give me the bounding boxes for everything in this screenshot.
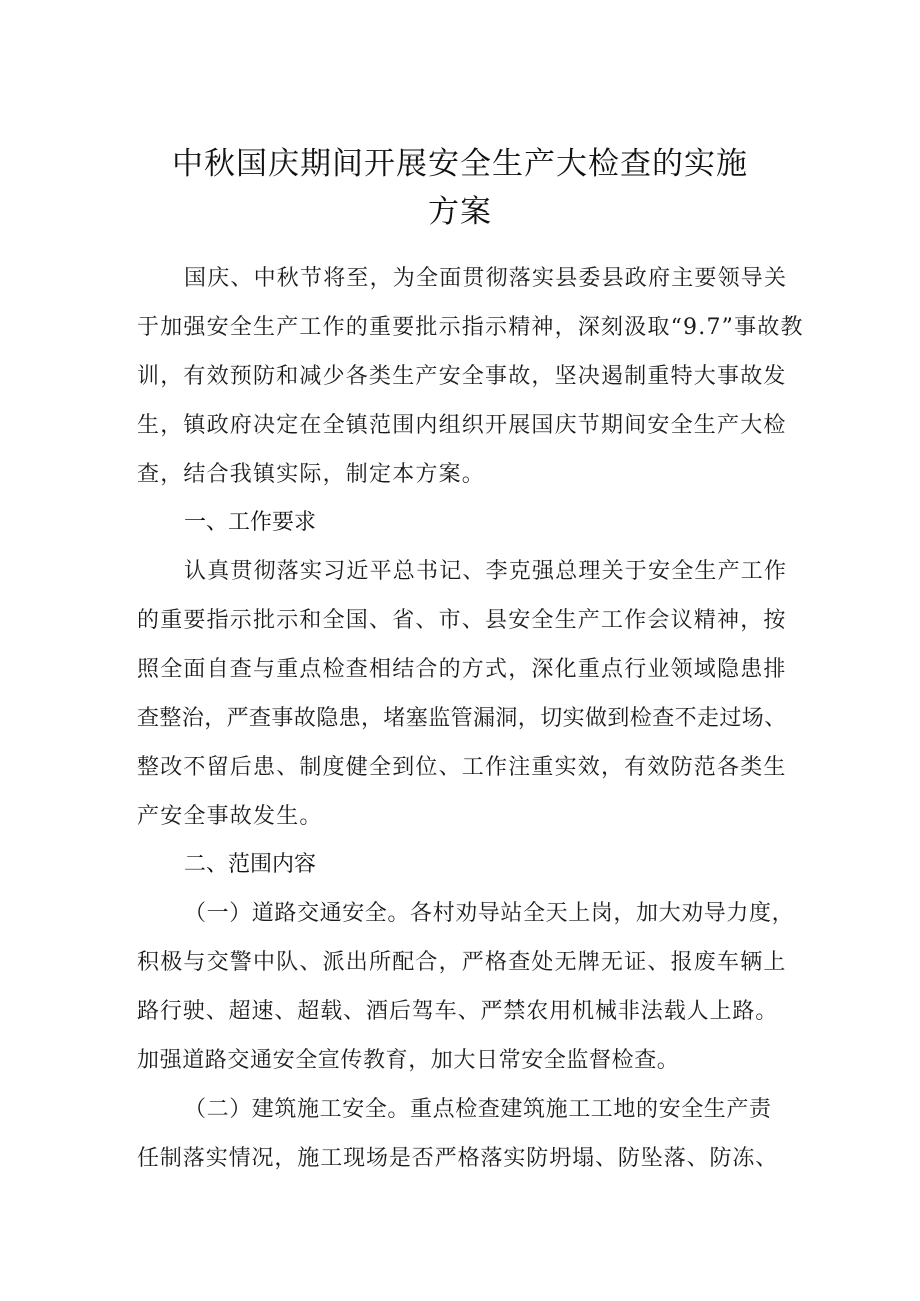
- section2-item1-line-4: 加强道路交通安全宣传教育，加大日常安全监督检查。: [137, 1048, 680, 1073]
- intro-line-2: 于加强安全生产工作的重要批示指示精神，深刻汲取“9.7”事故教: [137, 315, 804, 340]
- section1-line-5: 整改不留后患、制度健全到位、工作注重实效，有效防范各类生: [137, 755, 787, 780]
- section1-line-1: 认真贯彻落实习近平总书记、李克强总理关于安全生产工作: [184, 559, 788, 584]
- section1-line-4: 查整治，严查事故隐患，堵塞监管漏洞，切实做到检查不走过场、: [137, 706, 787, 731]
- section1-line-2: 的重要指示批示和全国、省、市、县安全生产工作会议精神，按: [137, 608, 787, 633]
- section2-item2-line-1: （二）建筑施工安全。重点检查建筑施工工地的安全生产责: [184, 1097, 772, 1122]
- document-title-line1: 中秋国庆期间开展安全生产大检查的实施: [172, 146, 748, 182]
- section2-heading: 二、范围内容: [184, 852, 317, 877]
- section1-heading: 一、工作要求: [184, 510, 317, 535]
- section2-item2-line-2: 任制落实情况，施工现场是否严格落实防坍塌、防坠落、防冻、: [137, 1146, 779, 1171]
- section1-line-3: 照全面自查与重点检查相结合的方式，深化重点行业领域隐患排: [137, 657, 787, 682]
- section2-item1-line-2: 积极与交警中队、派出所配合，严格查处无牌无证、报废车辆上: [137, 950, 787, 975]
- section2-item1-line-3: 路行驶、超速、超载、酒后驾车、严禁农用机械非法载人上路。: [137, 999, 779, 1024]
- section2-item1-line-1: （一）道路交通安全。各村劝导站全天上岗，加大劝导力度，: [184, 901, 795, 926]
- document-title-line2: 方案: [428, 194, 492, 230]
- intro-line-1: 国庆、中秋节将至，为全面贯彻落实县委县政府主要领导关: [184, 266, 788, 291]
- intro-line-5: 查，结合我镇实际，制定本方案。: [137, 462, 486, 487]
- intro-line-3: 训，有效预防和减少各类生产安全事故，坚决遏制重特大事故发: [137, 364, 787, 389]
- section1-line-6: 产安全事故发生。: [137, 804, 323, 829]
- intro-line-4: 生，镇政府决定在全镇范围内组织开展国庆节期间安全生产大检: [137, 413, 787, 438]
